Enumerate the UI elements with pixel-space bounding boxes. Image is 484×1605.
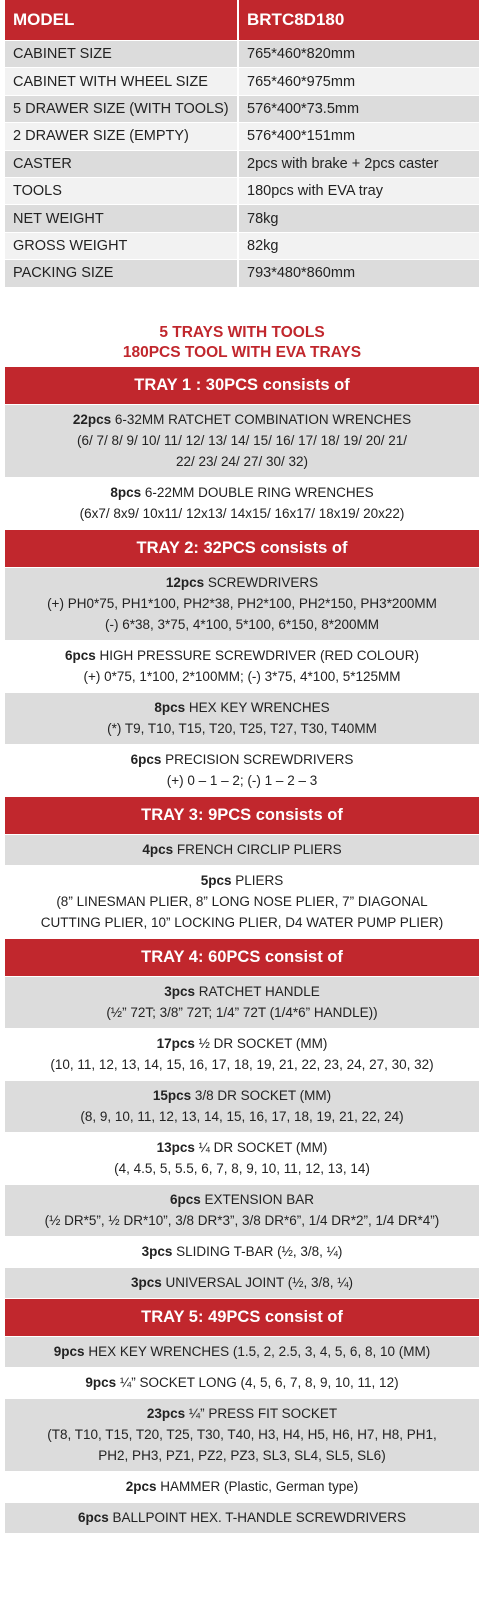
tray-item-name: EXTENSION BAR xyxy=(200,1191,315,1207)
spec-row xyxy=(5,177,479,204)
tray-item xyxy=(5,1337,479,1367)
spec-value: 2pcs with brake + 2pcs caster xyxy=(238,150,479,177)
spec-value: 765*460*975mm xyxy=(238,68,479,95)
spec-label: PACKING SIZE xyxy=(5,260,238,287)
tray-item-detail: (+) 0 – 1 – 2; (-) 1 – 2 – 3 xyxy=(166,772,318,788)
tray-item-name: HEX KEY WRENCHES (1.5, 2, 2.5, 3, 4, 5, 6, 8, 10 (MM) xyxy=(84,1343,431,1359)
tray-item-title xyxy=(7,981,477,1002)
section-heading xyxy=(0,323,484,363)
tray-item-qty: 6pcs xyxy=(77,1509,109,1525)
spec-header-row xyxy=(5,0,479,41)
tray-item-title xyxy=(7,1403,477,1424)
spec-label: 2 DRAWER SIZE (EMPTY) xyxy=(5,123,238,150)
tray-item xyxy=(5,405,479,477)
spec-label: CABINET WITH WHEEL SIZE xyxy=(5,68,238,95)
tray-item-name: SLIDING T-BAR (½, 3/8, ¼) xyxy=(172,1243,343,1259)
tray-item-title xyxy=(7,1137,477,1158)
tray-item xyxy=(5,1185,479,1236)
tray-item-detail: 22/ 23/ 24/ 27/ 30/ 32) xyxy=(175,453,309,469)
tray-item-name: ¼” SOCKET LONG (4, 5, 6, 7, 8, 9, 10, 11, 12) xyxy=(116,1374,399,1390)
tray-item xyxy=(5,1133,479,1184)
tray-item-name: 6-22MM DOUBLE RING WRENCHES xyxy=(141,484,374,500)
tray-item-qty: 6pcs xyxy=(130,751,162,767)
tray-item-title xyxy=(7,870,477,891)
spec-row xyxy=(5,41,479,68)
tray-item-qty: 8pcs xyxy=(110,484,142,500)
tray-item-name: ½ DR SOCKET (MM) xyxy=(194,1035,328,1051)
tray-item-qty: 9pcs xyxy=(53,1343,85,1359)
section-title-line1: 5 TRAYS WITH TOOLS xyxy=(159,323,325,341)
tray-item xyxy=(5,835,479,865)
tray-item-qty: 15pcs xyxy=(152,1087,192,1103)
tray-item-qty: 3pcs xyxy=(130,1274,162,1290)
tray-item-detail: (½ DR*5”, ½ DR*10”, 3/8 DR*3”, 3/8 DR*6”, 1/4 DR*2”, 1/4 DR*4”) xyxy=(44,1212,440,1228)
spec-row xyxy=(5,123,479,150)
tray-item-qty: 13pcs xyxy=(156,1139,195,1155)
tray-item-title xyxy=(7,1507,477,1528)
spec-value: 180pcs with EVA tray xyxy=(238,177,479,204)
tray-item-name: PLIERS xyxy=(231,872,284,888)
tray-item-detail: (*) T9, T10, T15, T20, T25, T27, T30, T40MM xyxy=(107,720,377,736)
tray-item-title xyxy=(7,409,477,430)
spec-header-value: BRTC8D180 xyxy=(238,0,479,41)
tray-item xyxy=(5,641,479,692)
spec-value: 793*480*860mm xyxy=(238,260,479,287)
spec-label: NET WEIGHT xyxy=(5,205,238,232)
tray-item-title xyxy=(7,1241,477,1262)
tray-item-title xyxy=(7,482,477,503)
tray-item-name: ¼ DR SOCKET (MM) xyxy=(194,1139,328,1155)
tray-item xyxy=(5,1029,479,1080)
tray-item-qty: 8pcs xyxy=(154,699,186,715)
spec-value: 82kg xyxy=(238,232,479,259)
spec-label: GROSS WEIGHT xyxy=(5,232,238,259)
tray-item-qty: 23pcs xyxy=(146,1405,186,1421)
spec-value: 765*460*820mm xyxy=(238,41,479,68)
tray-item-title xyxy=(7,1372,477,1393)
tray-item-name: HIGH PRESSURE SCREWDRIVER (RED COLOUR) xyxy=(95,647,420,663)
tray-item-detail: (6/ 7/ 8/ 9/ 10/ 11/ 12/ 13/ 14/ 15/ 16/ 17/ 18/ 19/ 20/ 21/ xyxy=(77,432,407,448)
spec-value: 576*400*73.5mm xyxy=(238,95,479,122)
tray-item-name: HEX KEY WRENCHES xyxy=(185,699,330,715)
spec-label: CABINET SIZE xyxy=(5,41,238,68)
tray-item xyxy=(5,1399,479,1471)
section-title-line2: 180PCS TOOL WITH EVA TRAYS xyxy=(122,343,362,361)
spec-label: TOOLS xyxy=(5,177,238,204)
tray-item-qty: 6pcs xyxy=(169,1191,201,1207)
tray-item xyxy=(5,478,479,529)
tray-item-qty: 4pcs xyxy=(142,841,174,857)
tray-item-name: ¼” PRESS FIT SOCKET xyxy=(185,1405,338,1421)
spec-header-label: MODEL xyxy=(5,0,238,41)
tray-item-title xyxy=(7,1476,477,1497)
tray-item-qty: 9pcs xyxy=(85,1374,117,1390)
tray-heading: TRAY 2: 32PCS consists of xyxy=(5,530,479,567)
tray-item-qty: 3pcs xyxy=(141,1243,173,1259)
tray-item-qty: 3pcs xyxy=(164,983,195,999)
tray-item-qty: 17pcs xyxy=(156,1035,195,1051)
tray-heading: TRAY 4: 60PCS consist of xyxy=(5,939,479,976)
tray-item-title xyxy=(7,697,477,718)
tray-item xyxy=(5,1503,479,1533)
tray-item xyxy=(5,1472,479,1502)
tray-item-name: PRECISION SCREWDRIVERS xyxy=(161,751,354,767)
tray-item xyxy=(5,1237,479,1267)
tray-item-detail: (10, 11, 12, 13, 14, 15, 16, 17, 18, 19, 21, 22, 23, 24, 27, 30, 32) xyxy=(50,1056,434,1072)
tray-item xyxy=(5,693,479,744)
tray-item-qty: 12pcs xyxy=(165,574,205,590)
tray-item-title xyxy=(7,839,477,860)
tray-item-qty: 2pcs xyxy=(125,1478,157,1494)
spec-row xyxy=(5,68,479,95)
tray-item-qty: 5pcs xyxy=(200,872,232,888)
tray-item xyxy=(5,568,479,640)
spec-row xyxy=(5,232,479,259)
tray-item-detail: (8, 9, 10, 11, 12, 13, 14, 15, 16, 17, 18, 19, 21, 22, 24) xyxy=(80,1108,404,1124)
tray-item-detail: (+) PH0*75, PH1*100, PH2*38, PH2*100, PH2*150, PH3*200MM xyxy=(47,595,437,611)
spec-row xyxy=(5,95,479,122)
spec-row xyxy=(5,205,479,232)
tray-item-name: UNIVERSAL JOINT (½, 3/8, ¼) xyxy=(161,1274,354,1290)
tray-item-title xyxy=(7,1341,477,1362)
tray-item-name: 6-32MM RATCHET COMBINATION WRENCHES xyxy=(111,411,412,427)
tray-item-name: FRENCH CIRCLIP PLIERS xyxy=(173,841,342,857)
tray-item xyxy=(5,1368,479,1398)
spec-row xyxy=(5,150,479,177)
tray-item-title xyxy=(7,645,477,666)
tray-item xyxy=(5,977,479,1028)
tray-item xyxy=(5,745,479,796)
spec-label: 5 DRAWER SIZE (WITH TOOLS) xyxy=(5,95,238,122)
tray-item-name: SCREWDRIVERS xyxy=(204,574,319,590)
tray-heading: TRAY 5: 49PCS consist of xyxy=(5,1299,479,1336)
spec-value: 78kg xyxy=(238,205,479,232)
tray-item-detail: (6x7/ 8x9/ 10x11/ 12x13/ 14x15/ 16x17/ 18x19/ 20x22) xyxy=(79,505,405,521)
tray-item-detail: (T8, T10, T15, T20, T25, T30, T40, H3, H4, H5, H6, H7, H8, PH1, xyxy=(47,1426,437,1442)
tray-item-detail: (+) 0*75, 1*100, 2*100MM; (-) 3*75, 4*100, 5*125MM xyxy=(83,668,401,684)
tray-item-name: 3/8 DR SOCKET (MM) xyxy=(191,1087,332,1103)
spec-value: 576*400*151mm xyxy=(238,123,479,150)
tray-item-title xyxy=(7,572,477,593)
tray-heading: TRAY 3: 9PCS consists of xyxy=(5,797,479,834)
tray-item-detail: (4, 4.5, 5, 5.5, 6, 7, 8, 9, 10, 11, 12, 13, 14) xyxy=(114,1160,370,1176)
tray-heading: TRAY 1 : 30PCS consists of xyxy=(5,367,479,404)
tray-item-detail: CUTTING PLIER, 10” LOCKING PLIER, D4 WATER PUMP PLIER) xyxy=(40,914,444,930)
tray-item-title xyxy=(7,749,477,770)
tray-item-qty: 6pcs xyxy=(64,647,96,663)
tray-item-title xyxy=(7,1272,477,1293)
tray-item xyxy=(5,1268,479,1298)
tray-list xyxy=(5,367,479,1533)
tray-item-detail: (-) 6*38, 3*75, 4*100, 5*100, 6*150, 8*200MM xyxy=(105,616,379,632)
tray-item-name: BALLPOINT HEX. T-HANDLE SCREWDRIVERS xyxy=(108,1509,407,1525)
tray-item xyxy=(5,1081,479,1132)
tray-item-detail: (8” LINESMAN PLIER, 8” LONG NOSE PLIER, 7” DIAGONAL xyxy=(56,893,428,909)
spec-row xyxy=(5,260,479,287)
tray-item-title xyxy=(7,1033,477,1054)
tray-item-name: HAMMER (Plastic, German type) xyxy=(156,1478,359,1494)
tray-item-title xyxy=(7,1085,477,1106)
tray-item-qty: 22pcs xyxy=(72,411,112,427)
tray-item xyxy=(5,866,479,938)
tray-item-detail: (½” 72T; 3/8” 72T; 1/4” 72T (1/4*6” HANDLE)) xyxy=(106,1004,378,1020)
spec-label: CASTER xyxy=(5,150,238,177)
tray-item-name: RATCHET HANDLE xyxy=(195,983,320,999)
spec-table xyxy=(5,0,479,288)
tray-item-detail: PH2, PH3, PZ1, PZ2, PZ3, SL3, SL4, SL5, SL6) xyxy=(98,1447,386,1463)
tray-item-title xyxy=(7,1189,477,1210)
